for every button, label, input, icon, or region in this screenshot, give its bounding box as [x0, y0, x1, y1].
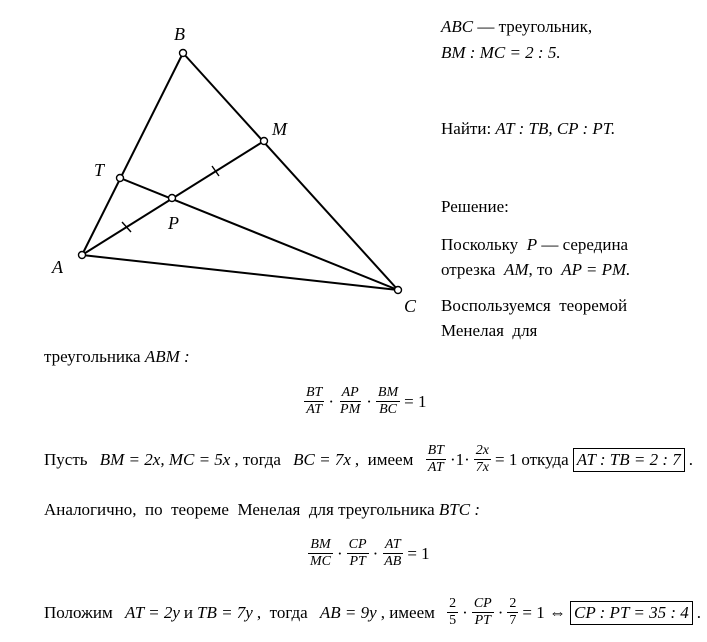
- l3-text-d: откуда: [521, 449, 569, 469]
- find-line: [441, 118, 615, 140]
- l5-text-c: , тогда: [256, 602, 308, 622]
- given-triangle-name: ABC: [441, 17, 474, 36]
- l3-math-1: BM = 2x, MC = 5x: [99, 449, 231, 469]
- eq1-rhs: = 1: [404, 391, 427, 411]
- answer-cp-pt: CP : PT = 35 : 4: [570, 601, 693, 625]
- solution-p1-line2: [441, 259, 630, 281]
- find-value: AT : TB, CP : PT.: [495, 119, 616, 138]
- p1-math-am: AM: [503, 260, 529, 279]
- eq1-f2-num: AP: [341, 385, 359, 400]
- side-ac: [82, 255, 398, 290]
- l3-f2-num: 2x: [475, 443, 489, 458]
- l5-text-b: и: [183, 602, 193, 622]
- l5-math-3: AB = 9y: [319, 602, 377, 622]
- l5-f1-num: 2: [449, 596, 457, 611]
- p1-math-p: P: [526, 235, 538, 254]
- l5-math-1: AT = 2y: [124, 602, 180, 622]
- eq2-frac-2: [347, 537, 369, 570]
- eq2-f3-den: AB: [384, 554, 402, 569]
- p1-text-a: Поскольку: [441, 235, 519, 254]
- given-line-1: [441, 16, 592, 38]
- eq2-f1-den: MC: [310, 554, 331, 569]
- p1-text-b: — середина: [541, 235, 629, 254]
- l5-frac-3: [507, 596, 518, 629]
- l5-f1-den: 5: [449, 613, 457, 628]
- equation-menelaus-abm: $\frac{BT}{AT}$ · $\frac{AP}{PM}$ · $\frac{BM}{BC}$ = 1: [306, 385, 427, 417]
- solution-line-5: Положим AT = 2y и TB = 7y , тогда AB = 9y , имеем $\frac{2}{5}$ · $\frac{CP}{PT}$ · $\frac{2}{7}$ = 1 ⇔ CP : PT = 35 : 4 .: [44, 596, 701, 628]
- point-m: [261, 138, 268, 145]
- label-t: T: [94, 160, 105, 180]
- l3-text-c: , имеем: [354, 449, 414, 469]
- l3-eq: = 1: [495, 449, 518, 469]
- l5-f3-den: 7: [509, 613, 517, 628]
- l5-f3-num: 2: [509, 596, 517, 611]
- l5-math-2: TB = 7y: [197, 602, 253, 622]
- l3-f1-den: AT: [427, 460, 444, 475]
- eq1-f1-den: AT: [306, 402, 323, 417]
- label-a: A: [52, 257, 63, 277]
- figure-points: [79, 50, 402, 294]
- l3-math-2: BC = 7x: [293, 449, 351, 469]
- l5-eq: = 1 ⇔: [522, 602, 566, 622]
- label-c: C: [404, 296, 417, 316]
- l3-text-a: Пусть: [44, 449, 88, 469]
- eq2-rhs: = 1: [407, 543, 430, 563]
- answer-at-tb: AT : TB = 2 : 7: [573, 448, 685, 472]
- p2-math-abm: ABM :: [144, 347, 190, 366]
- l3-f2-den: 7x: [475, 460, 489, 475]
- l3-frac-2: [474, 443, 491, 476]
- p2-text-c: треугольника: [44, 347, 141, 366]
- eq1-frac-3: [376, 385, 400, 418]
- label-b: B: [174, 24, 185, 44]
- l5-end: .: [696, 602, 701, 622]
- l3-text-b: , тогда: [234, 449, 281, 469]
- p1-text-c: отрезка: [441, 260, 496, 279]
- eq2-f2-num: CP: [348, 537, 367, 552]
- l5-f2-num: CP: [473, 596, 492, 611]
- eq2-frac-1: [308, 537, 333, 570]
- l3-end: .: [688, 449, 693, 469]
- given-triangle-text: — треугольник,: [473, 17, 593, 36]
- solution-line-4: [44, 499, 480, 521]
- tick-ap: [122, 222, 131, 232]
- equation-menelaus-btc: $\frac{BM}{MC}$ · $\frac{CP}{PT}$ · $\frac{AT}{AB}$ = 1: [310, 537, 430, 569]
- l4-math-btc: BTC :: [438, 500, 480, 519]
- eq1-f1-num: BT: [306, 385, 323, 400]
- eq1-f3-den: BC: [379, 402, 397, 417]
- eq2-f3-num: AT: [384, 537, 401, 552]
- solution-p2-line2: Менелая для: [441, 321, 538, 340]
- cevian-ct: [120, 178, 398, 290]
- solution-heading: Решение:: [441, 197, 509, 216]
- p1-math-ap-pm: AP = PM.: [561, 260, 631, 279]
- find-label: Найти:: [441, 119, 492, 138]
- eq2-f2-den: PT: [349, 554, 366, 569]
- eq1-frac-2: [338, 385, 362, 418]
- l3-frac-1: [426, 443, 446, 476]
- point-p: [169, 195, 176, 202]
- l5-frac-1: [447, 596, 458, 629]
- eq2-frac-3: [382, 537, 403, 570]
- l5-text-a: Положим: [44, 602, 113, 622]
- l5-text-d: , имеем: [380, 602, 435, 622]
- solution-p2-line3: [44, 346, 190, 368]
- point-b: [180, 50, 187, 57]
- eq1-f2-den: PM: [340, 402, 361, 417]
- l3-mid: ·1·: [449, 449, 470, 469]
- eq1-frac-1: [304, 385, 324, 418]
- point-c: [395, 287, 402, 294]
- given-line-2: BM : MC = 2 : 5.: [441, 43, 561, 62]
- label-m: M: [272, 119, 287, 139]
- figure-lines: [82, 53, 398, 290]
- eq1-f3-num: BM: [377, 385, 399, 400]
- solution-line-3: [44, 443, 693, 476]
- p1-text-d: , то: [528, 260, 553, 279]
- solution-p2-line1: Воспользуемся теоремой: [441, 296, 628, 315]
- l5-f2-den: PT: [474, 613, 491, 628]
- eq2-f1-num: BM: [310, 537, 331, 552]
- point-a: [79, 252, 86, 259]
- point-t: [117, 175, 124, 182]
- l5-frac-2: [472, 596, 494, 629]
- solution-p1-line1: [441, 234, 628, 256]
- l3-f1-num: BT: [427, 443, 444, 458]
- l4-text: Аналогично, по теореме Менелая для треугольника: [44, 500, 435, 519]
- label-p: P: [168, 213, 179, 233]
- triangle-figure: [0, 0, 440, 330]
